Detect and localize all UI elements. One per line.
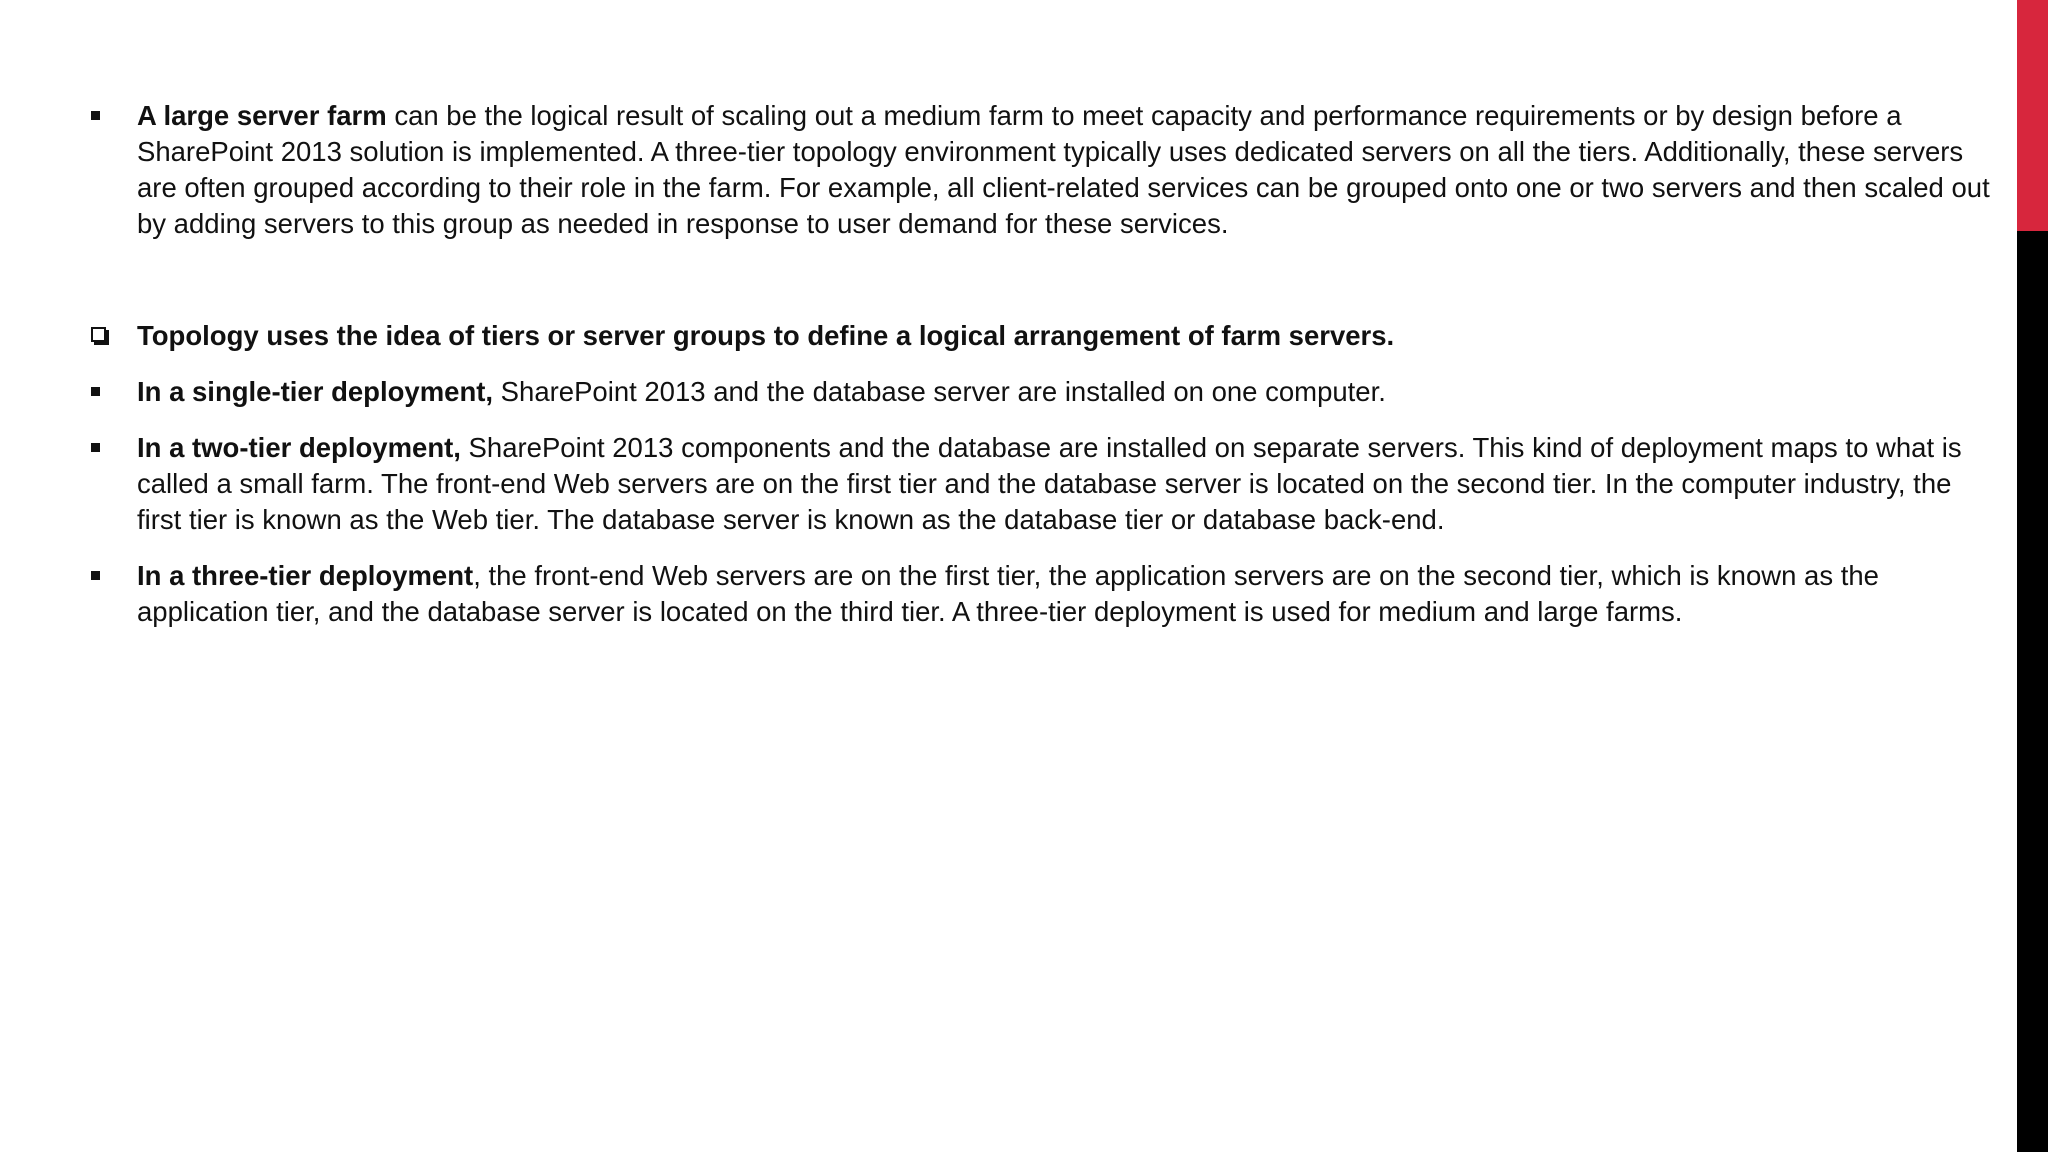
item-text: can be the logical result of scaling out a medium farm to meet capacity and performance requirements or by design before a SharePoint 2013 solution is implemented. A three-tier topology environment typically uses dedicated servers on all the tiers. Additionally, these servers are often grouped according to their role in the farm. For example, all client-related services can be grouped onto one or two servers and then scaled out by adding servers to this group as needed in response to user demand for these services. xyxy=(137,100,1990,239)
list-item-three-tier xyxy=(88,558,1998,630)
item-text: SharePoint 2013 components and the database are installed on separate servers. This kind of deployment maps to what is called a small farm. The front-end Web servers are on the first tier and the database server is located on the second tier. In the computer industry, the first tier is known as the Web tier. The database server is known as the database tier or database back-end. xyxy=(137,432,1962,535)
item-lead: In a single-tier deployment, xyxy=(137,376,494,407)
square-bullet-icon xyxy=(91,111,100,120)
square-bullet-icon xyxy=(91,387,100,396)
list-item-single-tier xyxy=(88,374,1998,410)
item-lead: In a two-tier deployment, xyxy=(137,432,461,463)
item-text: , the front-end Web servers are on the first tier, the application servers are on the second tier, which is known as the application tier, and the database server is located on the third tier. A three-tier deployment is used for medium and large farms. xyxy=(137,560,1879,627)
accent-bar-black xyxy=(2017,231,2048,1152)
square-bullet-icon xyxy=(91,443,100,452)
bullet-list xyxy=(88,98,1998,630)
list-item-two-tier xyxy=(88,430,1998,538)
item-text: SharePoint 2013 and the database server are installed on one computer. xyxy=(493,376,1386,407)
list-item-large-server-farm xyxy=(88,98,1998,242)
accent-bar-red xyxy=(2017,0,2048,231)
item-lead: Topology uses the idea of tiers or server groups to define a logical arrangement of farm servers. xyxy=(137,320,1395,351)
checkbox-bullet-icon xyxy=(91,327,106,342)
list-item-topology xyxy=(88,318,1998,354)
item-lead: A large server farm xyxy=(137,100,387,131)
item-lead: In a three-tier deployment xyxy=(137,560,474,591)
square-bullet-icon xyxy=(91,571,100,580)
